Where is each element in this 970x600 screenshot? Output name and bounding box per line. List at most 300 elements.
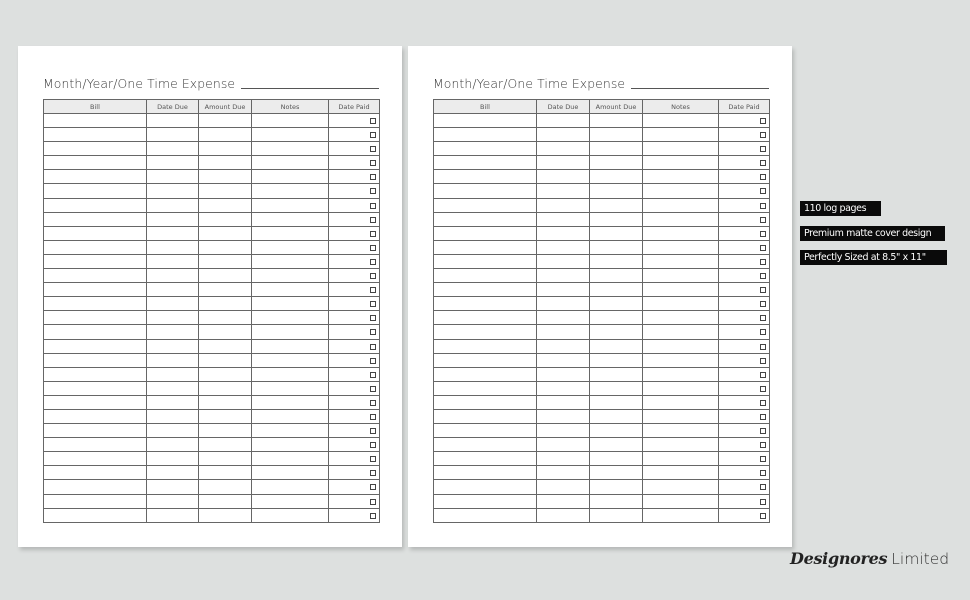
cell-date-paid[interactable] (719, 269, 770, 283)
cell-date-due[interactable] (147, 283, 199, 297)
cell-amount-due[interactable] (590, 311, 643, 325)
cell-notes[interactable] (252, 395, 329, 409)
paid-checkbox[interactable] (760, 329, 766, 335)
cell-notes[interactable] (643, 212, 719, 226)
cell-notes[interactable] (252, 339, 329, 353)
cell-notes[interactable] (643, 367, 719, 381)
cell-amount-due[interactable] (199, 254, 252, 268)
cell-bill[interactable] (434, 452, 537, 466)
cell-bill[interactable] (44, 438, 147, 452)
cell-date-due[interactable] (537, 184, 590, 198)
cell-notes[interactable] (643, 452, 719, 466)
cell-notes[interactable] (643, 424, 719, 438)
cell-notes[interactable] (643, 240, 719, 254)
cell-date-due[interactable] (537, 226, 590, 240)
cell-bill[interactable] (44, 480, 147, 494)
cell-bill[interactable] (44, 226, 147, 240)
cell-date-paid[interactable] (719, 494, 770, 508)
cell-notes[interactable] (252, 212, 329, 226)
cell-date-paid[interactable] (719, 452, 770, 466)
cell-notes[interactable] (252, 128, 329, 142)
cell-amount-due[interactable] (199, 142, 252, 156)
cell-amount-due[interactable] (590, 212, 643, 226)
cell-bill[interactable] (434, 353, 537, 367)
cell-bill[interactable] (44, 395, 147, 409)
paid-checkbox[interactable] (760, 400, 766, 406)
cell-bill[interactable] (434, 198, 537, 212)
cell-date-paid[interactable] (329, 114, 380, 128)
cell-bill[interactable] (44, 254, 147, 268)
cell-amount-due[interactable] (199, 297, 252, 311)
paid-checkbox[interactable] (370, 414, 376, 420)
cell-amount-due[interactable] (590, 198, 643, 212)
paid-checkbox[interactable] (760, 231, 766, 237)
cell-amount-due[interactable] (590, 480, 643, 494)
cell-notes[interactable] (643, 339, 719, 353)
cell-date-due[interactable] (537, 395, 590, 409)
cell-bill[interactable] (44, 240, 147, 254)
cell-notes[interactable] (643, 409, 719, 423)
paid-checkbox[interactable] (370, 146, 376, 152)
cell-bill[interactable] (44, 466, 147, 480)
cell-date-paid[interactable] (719, 353, 770, 367)
cell-amount-due[interactable] (590, 170, 643, 184)
cell-date-paid[interactable] (329, 381, 380, 395)
cell-amount-due[interactable] (199, 409, 252, 423)
cell-bill[interactable] (434, 170, 537, 184)
paid-checkbox[interactable] (370, 513, 376, 519)
cell-amount-due[interactable] (590, 269, 643, 283)
cell-notes[interactable] (252, 114, 329, 128)
cell-date-due[interactable] (537, 367, 590, 381)
cell-amount-due[interactable] (590, 466, 643, 480)
cell-date-paid[interactable] (329, 128, 380, 142)
cell-date-due[interactable] (537, 508, 590, 522)
paid-checkbox[interactable] (370, 217, 376, 223)
paid-checkbox[interactable] (760, 372, 766, 378)
cell-bill[interactable] (434, 395, 537, 409)
paid-checkbox[interactable] (370, 470, 376, 476)
cell-amount-due[interactable] (590, 283, 643, 297)
paid-checkbox[interactable] (760, 259, 766, 265)
cell-bill[interactable] (434, 325, 537, 339)
cell-date-paid[interactable] (329, 325, 380, 339)
cell-date-due[interactable] (147, 212, 199, 226)
cell-date-due[interactable] (147, 184, 199, 198)
paid-checkbox[interactable] (370, 372, 376, 378)
cell-amount-due[interactable] (590, 395, 643, 409)
cell-bill[interactable] (434, 128, 537, 142)
cell-amount-due[interactable] (590, 438, 643, 452)
cell-date-paid[interactable] (329, 283, 380, 297)
cell-notes[interactable] (643, 311, 719, 325)
cell-bill[interactable] (434, 297, 537, 311)
cell-date-due[interactable] (147, 367, 199, 381)
cell-date-due[interactable] (147, 424, 199, 438)
cell-amount-due[interactable] (199, 240, 252, 254)
cell-date-due[interactable] (537, 480, 590, 494)
cell-amount-due[interactable] (590, 128, 643, 142)
cell-date-paid[interactable] (329, 198, 380, 212)
cell-bill[interactable] (44, 353, 147, 367)
cell-amount-due[interactable] (199, 381, 252, 395)
cell-amount-due[interactable] (199, 226, 252, 240)
cell-date-due[interactable] (537, 156, 590, 170)
cell-amount-due[interactable] (590, 142, 643, 156)
cell-date-due[interactable] (147, 142, 199, 156)
cell-bill[interactable] (44, 452, 147, 466)
cell-date-paid[interactable] (719, 254, 770, 268)
cell-date-paid[interactable] (719, 226, 770, 240)
paid-checkbox[interactable] (370, 301, 376, 307)
cell-date-paid[interactable] (719, 240, 770, 254)
cell-date-due[interactable] (147, 198, 199, 212)
cell-amount-due[interactable] (590, 424, 643, 438)
cell-notes[interactable] (252, 466, 329, 480)
paid-checkbox[interactable] (760, 174, 766, 180)
cell-date-paid[interactable] (329, 508, 380, 522)
cell-bill[interactable] (44, 128, 147, 142)
paid-checkbox[interactable] (370, 259, 376, 265)
cell-bill[interactable] (434, 142, 537, 156)
paid-checkbox[interactable] (370, 118, 376, 124)
cell-amount-due[interactable] (199, 353, 252, 367)
cell-notes[interactable] (643, 142, 719, 156)
cell-date-due[interactable] (147, 438, 199, 452)
paid-checkbox[interactable] (760, 470, 766, 476)
cell-notes[interactable] (643, 156, 719, 170)
cell-date-paid[interactable] (719, 480, 770, 494)
cell-date-paid[interactable] (719, 128, 770, 142)
cell-amount-due[interactable] (590, 297, 643, 311)
paid-checkbox[interactable] (370, 315, 376, 321)
cell-amount-due[interactable] (590, 114, 643, 128)
cell-date-due[interactable] (147, 156, 199, 170)
cell-amount-due[interactable] (199, 438, 252, 452)
cell-date-paid[interactable] (329, 212, 380, 226)
cell-bill[interactable] (434, 508, 537, 522)
cell-bill[interactable] (434, 240, 537, 254)
cell-date-paid[interactable] (719, 339, 770, 353)
cell-date-due[interactable] (147, 339, 199, 353)
cell-date-due[interactable] (537, 466, 590, 480)
cell-bill[interactable] (434, 311, 537, 325)
cell-notes[interactable] (643, 226, 719, 240)
cell-date-due[interactable] (147, 409, 199, 423)
cell-amount-due[interactable] (199, 128, 252, 142)
paid-checkbox[interactable] (760, 287, 766, 293)
cell-amount-due[interactable] (590, 156, 643, 170)
cell-date-due[interactable] (147, 466, 199, 480)
cell-notes[interactable] (643, 353, 719, 367)
cell-notes[interactable] (252, 170, 329, 184)
cell-bill[interactable] (434, 381, 537, 395)
cell-bill[interactable] (434, 424, 537, 438)
paid-checkbox[interactable] (760, 513, 766, 519)
cell-date-paid[interactable] (329, 409, 380, 423)
paid-checkbox[interactable] (370, 231, 376, 237)
paid-checkbox[interactable] (760, 414, 766, 420)
cell-date-paid[interactable] (719, 297, 770, 311)
cell-date-due[interactable] (147, 325, 199, 339)
cell-bill[interactable] (44, 381, 147, 395)
cell-date-due[interactable] (537, 212, 590, 226)
cell-date-paid[interactable] (719, 325, 770, 339)
cell-amount-due[interactable] (199, 466, 252, 480)
cell-notes[interactable] (252, 480, 329, 494)
cell-amount-due[interactable] (199, 198, 252, 212)
cell-date-due[interactable] (147, 240, 199, 254)
cell-date-paid[interactable] (329, 438, 380, 452)
cell-amount-due[interactable] (199, 325, 252, 339)
paid-checkbox[interactable] (370, 287, 376, 293)
cell-amount-due[interactable] (199, 424, 252, 438)
cell-date-paid[interactable] (329, 367, 380, 381)
cell-date-due[interactable] (147, 128, 199, 142)
paid-checkbox[interactable] (760, 428, 766, 434)
cell-notes[interactable] (643, 254, 719, 268)
cell-date-due[interactable] (537, 325, 590, 339)
cell-date-paid[interactable] (329, 184, 380, 198)
cell-notes[interactable] (252, 226, 329, 240)
cell-date-paid[interactable] (719, 198, 770, 212)
paid-checkbox[interactable] (370, 329, 376, 335)
paid-checkbox[interactable] (370, 273, 376, 279)
cell-date-paid[interactable] (719, 424, 770, 438)
cell-date-due[interactable] (537, 381, 590, 395)
cell-amount-due[interactable] (199, 170, 252, 184)
cell-notes[interactable] (252, 254, 329, 268)
cell-date-paid[interactable] (719, 438, 770, 452)
cell-date-due[interactable] (537, 269, 590, 283)
cell-notes[interactable] (252, 381, 329, 395)
cell-date-paid[interactable] (329, 226, 380, 240)
cell-date-due[interactable] (537, 438, 590, 452)
paid-checkbox[interactable] (760, 188, 766, 194)
cell-bill[interactable] (44, 367, 147, 381)
cell-notes[interactable] (252, 367, 329, 381)
cell-date-paid[interactable] (719, 156, 770, 170)
paid-checkbox[interactable] (760, 499, 766, 505)
cell-date-paid[interactable] (329, 156, 380, 170)
paid-checkbox[interactable] (370, 484, 376, 490)
paid-checkbox[interactable] (370, 499, 376, 505)
cell-bill[interactable] (434, 184, 537, 198)
cell-amount-due[interactable] (590, 184, 643, 198)
cell-date-due[interactable] (147, 114, 199, 128)
cell-date-paid[interactable] (329, 297, 380, 311)
cell-date-paid[interactable] (329, 254, 380, 268)
cell-notes[interactable] (252, 269, 329, 283)
cell-date-paid[interactable] (329, 466, 380, 480)
cell-amount-due[interactable] (590, 381, 643, 395)
cell-date-due[interactable] (537, 409, 590, 423)
paid-checkbox[interactable] (760, 118, 766, 124)
paid-checkbox[interactable] (760, 315, 766, 321)
cell-date-due[interactable] (147, 170, 199, 184)
cell-bill[interactable] (44, 142, 147, 156)
cell-date-due[interactable] (537, 170, 590, 184)
cell-date-paid[interactable] (719, 142, 770, 156)
cell-bill[interactable] (434, 226, 537, 240)
cell-notes[interactable] (252, 142, 329, 156)
cell-date-due[interactable] (537, 339, 590, 353)
paid-checkbox[interactable] (760, 273, 766, 279)
cell-bill[interactable] (44, 494, 147, 508)
paid-checkbox[interactable] (760, 442, 766, 448)
cell-bill[interactable] (434, 254, 537, 268)
cell-notes[interactable] (643, 508, 719, 522)
cell-date-paid[interactable] (329, 353, 380, 367)
cell-date-due[interactable] (537, 452, 590, 466)
cell-amount-due[interactable] (199, 339, 252, 353)
cell-date-paid[interactable] (329, 494, 380, 508)
cell-bill[interactable] (434, 494, 537, 508)
cell-date-paid[interactable] (719, 184, 770, 198)
cell-amount-due[interactable] (590, 452, 643, 466)
cell-date-paid[interactable] (329, 480, 380, 494)
cell-date-paid[interactable] (329, 339, 380, 353)
cell-notes[interactable] (643, 170, 719, 184)
cell-date-due[interactable] (147, 226, 199, 240)
paid-checkbox[interactable] (370, 442, 376, 448)
cell-date-paid[interactable] (329, 142, 380, 156)
cell-amount-due[interactable] (199, 452, 252, 466)
cell-date-paid[interactable] (719, 395, 770, 409)
cell-date-due[interactable] (537, 353, 590, 367)
cell-bill[interactable] (44, 424, 147, 438)
paid-checkbox[interactable] (370, 132, 376, 138)
cell-notes[interactable] (643, 466, 719, 480)
cell-date-paid[interactable] (719, 381, 770, 395)
cell-date-paid[interactable] (329, 240, 380, 254)
cell-bill[interactable] (44, 269, 147, 283)
cell-bill[interactable] (44, 184, 147, 198)
cell-notes[interactable] (643, 381, 719, 395)
cell-amount-due[interactable] (199, 156, 252, 170)
cell-amount-due[interactable] (199, 395, 252, 409)
cell-date-due[interactable] (147, 480, 199, 494)
cell-amount-due[interactable] (199, 494, 252, 508)
cell-notes[interactable] (643, 128, 719, 142)
cell-notes[interactable] (643, 269, 719, 283)
paid-checkbox[interactable] (370, 344, 376, 350)
cell-amount-due[interactable] (590, 367, 643, 381)
cell-bill[interactable] (44, 170, 147, 184)
cell-date-paid[interactable] (719, 311, 770, 325)
cell-notes[interactable] (252, 311, 329, 325)
cell-bill[interactable] (434, 156, 537, 170)
cell-date-due[interactable] (147, 508, 199, 522)
cell-notes[interactable] (252, 156, 329, 170)
cell-bill[interactable] (44, 283, 147, 297)
cell-date-paid[interactable] (719, 170, 770, 184)
cell-bill[interactable] (44, 339, 147, 353)
cell-date-due[interactable] (537, 494, 590, 508)
cell-notes[interactable] (643, 283, 719, 297)
paid-checkbox[interactable] (370, 160, 376, 166)
cell-amount-due[interactable] (590, 339, 643, 353)
paid-checkbox[interactable] (760, 301, 766, 307)
cell-amount-due[interactable] (199, 283, 252, 297)
cell-notes[interactable] (643, 184, 719, 198)
cell-bill[interactable] (44, 114, 147, 128)
cell-notes[interactable] (643, 114, 719, 128)
cell-date-due[interactable] (147, 395, 199, 409)
cell-date-due[interactable] (147, 353, 199, 367)
cell-date-paid[interactable] (329, 424, 380, 438)
cell-notes[interactable] (643, 325, 719, 339)
paid-checkbox[interactable] (760, 146, 766, 152)
cell-date-due[interactable] (537, 297, 590, 311)
cell-date-due[interactable] (537, 283, 590, 297)
paid-checkbox[interactable] (370, 428, 376, 434)
cell-bill[interactable] (434, 367, 537, 381)
cell-date-paid[interactable] (719, 409, 770, 423)
cell-date-due[interactable] (537, 311, 590, 325)
cell-amount-due[interactable] (199, 480, 252, 494)
cell-amount-due[interactable] (199, 212, 252, 226)
cell-amount-due[interactable] (199, 269, 252, 283)
cell-date-paid[interactable] (719, 283, 770, 297)
cell-bill[interactable] (434, 438, 537, 452)
cell-bill[interactable] (44, 156, 147, 170)
cell-date-paid[interactable] (719, 212, 770, 226)
paid-checkbox[interactable] (370, 456, 376, 462)
cell-notes[interactable] (252, 494, 329, 508)
paid-checkbox[interactable] (760, 386, 766, 392)
paid-checkbox[interactable] (760, 358, 766, 364)
cell-amount-due[interactable] (590, 494, 643, 508)
paid-checkbox[interactable] (760, 160, 766, 166)
cell-date-paid[interactable] (719, 508, 770, 522)
cell-notes[interactable] (252, 438, 329, 452)
cell-amount-due[interactable] (199, 508, 252, 522)
cell-amount-due[interactable] (590, 254, 643, 268)
paid-checkbox[interactable] (370, 400, 376, 406)
cell-date-due[interactable] (147, 381, 199, 395)
paid-checkbox[interactable] (760, 217, 766, 223)
paid-checkbox[interactable] (370, 174, 376, 180)
cell-bill[interactable] (44, 212, 147, 226)
cell-date-due[interactable] (537, 198, 590, 212)
cell-bill[interactable] (44, 297, 147, 311)
cell-bill[interactable] (434, 269, 537, 283)
cell-amount-due[interactable] (199, 367, 252, 381)
cell-date-due[interactable] (147, 254, 199, 268)
cell-amount-due[interactable] (590, 226, 643, 240)
paid-checkbox[interactable] (760, 245, 766, 251)
cell-amount-due[interactable] (199, 311, 252, 325)
cell-notes[interactable] (643, 395, 719, 409)
cell-date-due[interactable] (147, 311, 199, 325)
cell-notes[interactable] (252, 240, 329, 254)
cell-notes[interactable] (252, 508, 329, 522)
cell-bill[interactable] (44, 508, 147, 522)
cell-date-due[interactable] (537, 142, 590, 156)
cell-notes[interactable] (252, 424, 329, 438)
cell-notes[interactable] (643, 438, 719, 452)
cell-date-paid[interactable] (719, 466, 770, 480)
cell-bill[interactable] (434, 466, 537, 480)
cell-bill[interactable] (434, 480, 537, 494)
cell-date-due[interactable] (147, 269, 199, 283)
cell-date-paid[interactable] (329, 311, 380, 325)
cell-notes[interactable] (252, 452, 329, 466)
cell-date-paid[interactable] (329, 452, 380, 466)
cell-bill[interactable] (434, 114, 537, 128)
cell-bill[interactable] (44, 325, 147, 339)
